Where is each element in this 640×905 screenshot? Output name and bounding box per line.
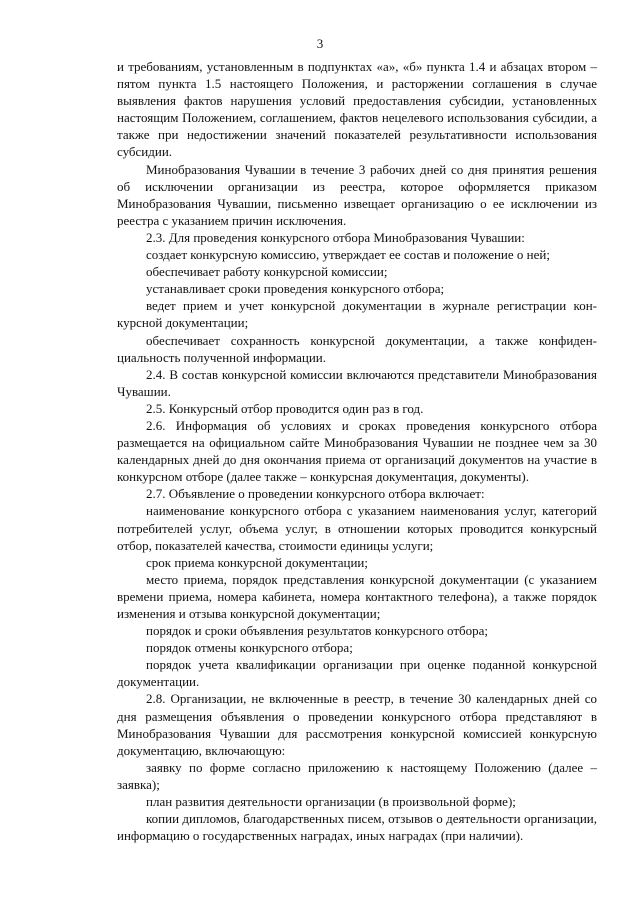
- paragraph-exclusion-notice: Минобразования Чувашии в течение 3 рабочих дней со дня принятия решения об исключении организации из реестра, которое оформляется приказом Минобразования Чувашии, письменно извещает организацию о ее исключении из реестра с указанием причин исключения.: [117, 161, 597, 228]
- paragraph-2-4: 2.4. В состав конкурсной комиссии включаются представители Минобразования Чувашии.: [117, 366, 597, 399]
- list-item: порядок отмены конкурсного отбора;: [146, 640, 353, 656]
- paragraph-2-7: 2.7. Объявление о проведении конкурсного отбора включает:: [146, 486, 485, 502]
- list-item: порядок и сроки объявления результатов конкурсного отбора;: [146, 623, 489, 639]
- list-item: наименование конкурсного отбора с указанием наименования услуг, категорий потребителей услуг, объема услуг, в отношении которых проводится конкурсный отбор, показателей качества, стоимости единицы услуги;: [117, 503, 597, 553]
- list-item: создает конкурсную комиссию, утверждает ее состав и положение о ней;: [146, 247, 550, 263]
- list-item: устанавливает сроки проведения конкурсного отбора;: [146, 281, 445, 297]
- list-item: ведет прием и учет конкурсной документации в журнале регистрации конкурсной документации;: [117, 298, 597, 331]
- list-item: обеспечивает работу конкурсной комиссии;: [146, 264, 388, 280]
- list-item: копии дипломов, благодарственных писем, отзывов о деятельности организации, информацию о государственных наградах, иных наградах (при наличии).: [117, 811, 597, 844]
- list-item: порядок учета квалификации организации при оценке поданной конкурсной документации.: [117, 657, 597, 690]
- paragraph-2-8: 2.8. Организации, не включенные в реестр, в течение 30 календарных дней со дня размещения объявления о проведении конкурсного отбора представляют в Минобразования Чувашии для рассмотрения конкурсной комиссией конкурсную документацию, включающую:: [117, 691, 597, 758]
- list-item: место приема, порядок представления конкурсной документации (с указанием времени приема, номера кабинета, номера контактного телефона), а также порядок изменения и отзыва конкурсной документации;: [117, 571, 597, 621]
- paragraph-2-3: 2.3. Для проведения конкурсного отбора Минобразования Чувашии:: [146, 229, 525, 245]
- paragraph-2-5: 2.5. Конкурсный отбор проводится один раз в год.: [146, 400, 424, 416]
- page-number: 3: [316, 36, 324, 51]
- list-item: срок приема конкурсной документации;: [146, 554, 368, 570]
- list-item: обеспечивает сохранность конкурсной документации, а также конфиденциальность полученной информации.: [117, 332, 597, 365]
- paragraph-continuation: и требованиям, установленным в подпунктах «а», «б» пункта 1.4 и абзацах втором – пятом пункта 1.5 настоящего Положения, и расторжении соглашения в случае выявления фактов нарушения условий предоставления субсидии, установленных настоящим Положением, соглашением, фактов нецелевого использования субсидии, а также при недостижении значений показателей результативности использования субсидии.: [117, 59, 597, 160]
- list-item: заявку по форме согласно приложению к настоящему Положению (далее – заявка);: [117, 759, 597, 792]
- list-item: план развития деятельности организации (в произвольной форме);: [146, 794, 516, 810]
- paragraph-2-6: 2.6. Информация об условиях и сроках проведения конкурсного отбора размещается на официальном сайте Минобразования Чувашии не позднее чем за 30 календарных дней до дня окончания приема от организаций документов на участие в конкурсном отборе (далее также – конкурсная документация, документы).: [117, 417, 597, 485]
- document-body: [117, 58, 597, 844]
